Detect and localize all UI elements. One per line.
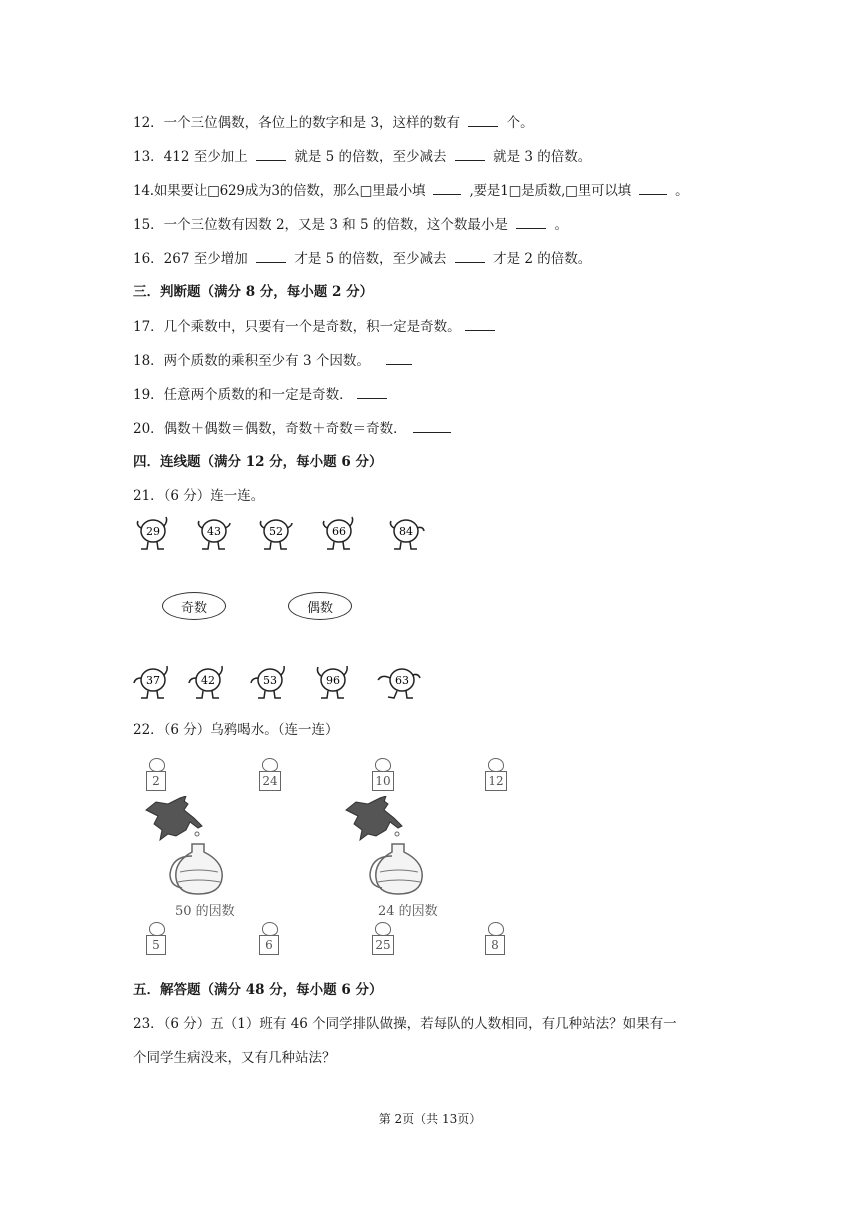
q14-mid: ,要是1□是质数,□里可以填 [469, 183, 631, 199]
q16-blank-1 [256, 248, 286, 263]
crow-jar-scene[interactable] [140, 796, 240, 900]
pebble-icon [262, 758, 278, 772]
q17-blank [465, 316, 495, 331]
number-ball[interactable] [374, 664, 430, 708]
question-23-line-2: 个同学生病没来，又有几种站法？ [133, 1050, 336, 1066]
q12-suffix: 个。 [506, 115, 534, 131]
q17-text: 17．几个乘数中，只要有一个是奇数，积一定是奇数。 [133, 319, 461, 335]
q20-blank [413, 418, 451, 433]
ball-figure-icon [321, 516, 361, 556]
stone-number: 2 [146, 771, 166, 791]
ball-number: 53 [263, 674, 277, 687]
question-12 [133, 112, 534, 133]
stone-number: 6 [259, 935, 279, 955]
ball-number: 63 [395, 674, 409, 687]
stone-number: 24 [259, 771, 281, 791]
ball-number: 37 [146, 674, 160, 687]
q16-suffix: 才是 2 的倍数。 [493, 251, 592, 267]
ball-figure-icon [196, 516, 236, 556]
number-stone[interactable] [372, 922, 394, 962]
number-stone[interactable] [146, 758, 168, 798]
section-4-heading: 四．连线题（满分 12 分，每小题 6 分） [133, 454, 383, 470]
q13-mid: 就是 5 的倍数，至少减去 [294, 149, 447, 165]
q14-text: 14.如果要让□629成为3的倍数，那么□里最小填 [133, 183, 426, 199]
odd-category-label: 奇数 [180, 600, 207, 616]
number-ball[interactable] [250, 664, 294, 708]
question-16 [133, 248, 591, 269]
number-ball[interactable] [133, 664, 177, 708]
q15-text: 15．一个三位数有因数 2，又是 3 和 5 的倍数，这个数最小是 [133, 217, 508, 233]
number-ball[interactable] [196, 516, 236, 560]
number-stone[interactable] [259, 922, 281, 962]
q15-suffix: 。 [554, 217, 568, 233]
number-ball[interactable] [135, 516, 175, 560]
q19-blank [357, 384, 387, 399]
q18-blank [386, 350, 412, 365]
number-stone[interactable] [372, 758, 394, 798]
jar-label-50: 50 的因数 [175, 904, 235, 919]
ball-number: 52 [269, 525, 283, 538]
q13-suffix: 就是 3 的倍数。 [493, 149, 592, 165]
question-19 [133, 384, 391, 405]
q13-blank-1 [256, 146, 286, 161]
q18-text: 18．两个质数的乘积至少有 3 个因数。 [133, 353, 370, 369]
section-5-heading: 五．解答题（满分 48 分，每小题 6 分） [133, 982, 383, 998]
stone-number: 8 [485, 935, 505, 955]
question-23-line-1: 23．（6 分）五（1）班有 46 个同学排队做操，若每队的人数相同，有几种站法？如果有一 [133, 1016, 677, 1032]
question-21-title: 21．（6 分）连一连。 [133, 488, 265, 504]
question-15 [133, 214, 568, 235]
q13-blank-2 [455, 146, 485, 161]
question-18 [133, 350, 416, 371]
number-ball[interactable] [388, 516, 432, 560]
ball-figure-icon [188, 664, 232, 704]
q16-text: 16．267 至少增加 [133, 251, 248, 267]
jar-label-24: 24 的因数 [378, 904, 438, 919]
ball-figure-icon [258, 516, 298, 556]
question-13 [133, 146, 591, 167]
pebble-icon [149, 758, 165, 772]
question-22-title: 22．（6 分）乌鸦喝水。（连一连） [133, 722, 339, 738]
section-3-heading: 三．判断题（满分 8 分，每小题 2 分） [133, 284, 374, 300]
q20-text: 20．偶数＋偶数＝偶数，奇数＋奇数＝奇数． [133, 421, 407, 437]
crow-jar-icon [340, 796, 440, 896]
number-ball[interactable] [188, 664, 232, 708]
number-stone[interactable] [146, 922, 168, 962]
q12-text: 12．一个三位偶数，各位上的数字和是 3，这样的数有 [133, 115, 461, 131]
even-category-oval[interactable] [288, 592, 352, 620]
q16-blank-2 [455, 248, 485, 263]
crow-jar-icon [140, 796, 240, 896]
pebble-icon [262, 922, 278, 936]
stone-number: 10 [372, 771, 394, 791]
ball-figure-icon [133, 664, 177, 704]
ball-number: 42 [201, 674, 215, 687]
ball-figure-icon [374, 664, 430, 704]
ball-number: 43 [207, 525, 221, 538]
pebble-icon [488, 758, 504, 772]
pebble-icon [488, 922, 504, 936]
ball-number: 84 [399, 525, 413, 538]
q16-mid: 才是 5 的倍数，至少减去 [294, 251, 447, 267]
ball-figure-icon [313, 664, 357, 704]
number-stone[interactable] [485, 922, 507, 962]
q14-blank-1 [433, 180, 461, 195]
ball-number: 29 [146, 525, 160, 538]
pebble-icon [375, 758, 391, 772]
number-stone[interactable] [485, 758, 507, 798]
odd-category-oval[interactable] [162, 592, 226, 620]
page-footer: 第 2页（共 13页） [378, 1112, 482, 1126]
pebble-icon [375, 922, 391, 936]
stone-number: 12 [485, 771, 507, 791]
number-ball[interactable] [313, 664, 357, 708]
ball-number: 66 [332, 525, 346, 538]
number-ball[interactable] [321, 516, 361, 560]
even-category-label: 偶数 [306, 600, 333, 616]
q14-suffix: 。 [675, 183, 689, 199]
q12-blank [468, 112, 498, 127]
ball-figure-icon [388, 516, 432, 556]
stone-number: 25 [372, 935, 394, 955]
number-ball[interactable] [258, 516, 298, 560]
question-17 [133, 316, 499, 337]
question-20 [133, 418, 455, 439]
number-stone[interactable] [259, 758, 281, 798]
question-14 [133, 180, 688, 201]
q19-text: 19．任意两个质数的和一定是奇数． [133, 387, 353, 403]
q14-blank-2 [639, 180, 667, 195]
crow-jar-scene[interactable] [340, 796, 440, 900]
q15-blank [516, 214, 546, 229]
ball-figure-icon [250, 664, 294, 704]
q13-text: 13．412 至少加上 [133, 149, 248, 165]
ball-number: 96 [326, 674, 340, 687]
pebble-icon [149, 922, 165, 936]
ball-figure-icon [135, 516, 175, 556]
stone-number: 5 [146, 935, 166, 955]
